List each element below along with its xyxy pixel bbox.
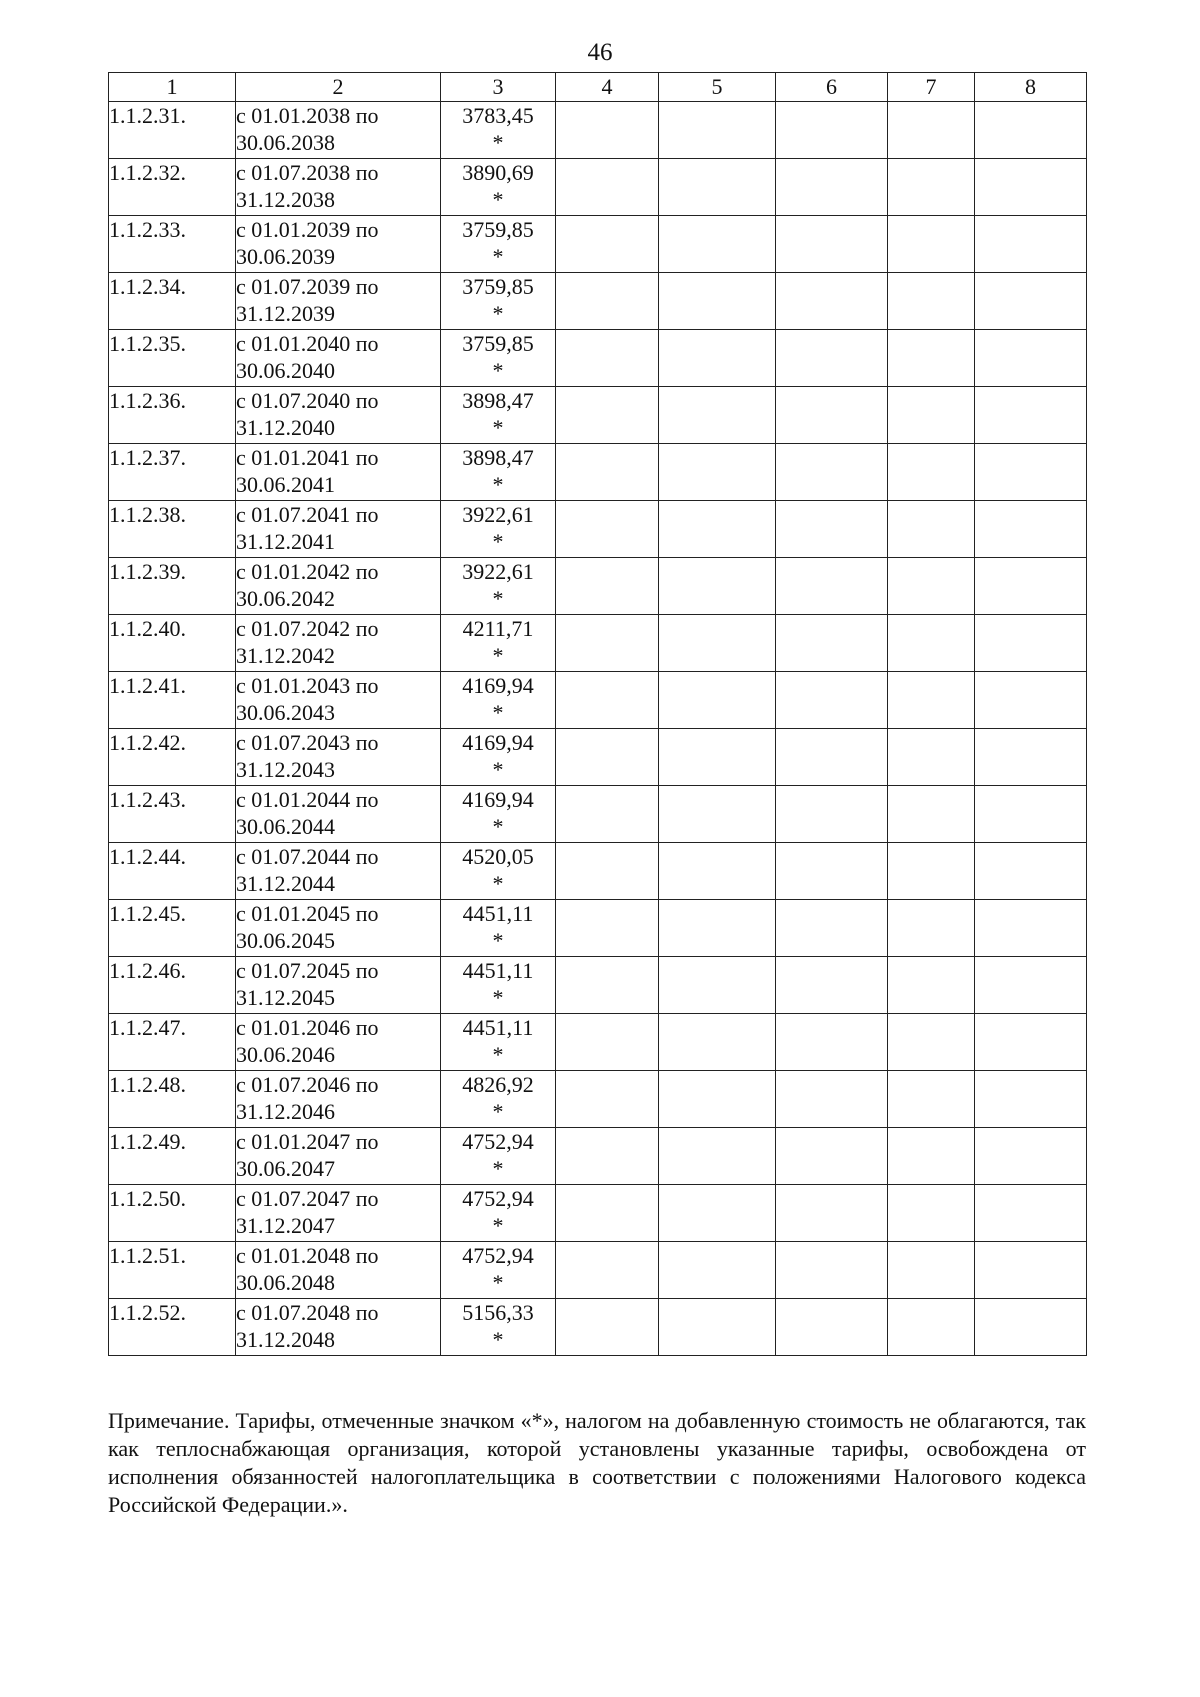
empty-cell-col-6 bbox=[776, 558, 888, 615]
tariff-cell bbox=[441, 900, 556, 957]
empty-cell-col-8 bbox=[975, 843, 1087, 900]
vat-exempt-mark: * bbox=[492, 187, 504, 212]
empty-cell-col-4 bbox=[556, 273, 659, 330]
tariff-cell bbox=[441, 444, 556, 501]
period-end-text: 31.12.2045 bbox=[236, 985, 335, 1010]
vat-exempt-mark: * bbox=[492, 244, 504, 269]
table-row bbox=[109, 900, 1087, 957]
empty-cell-col-7 bbox=[888, 957, 975, 1014]
period-start-text: с 01.01.2039 по bbox=[236, 217, 379, 242]
tariff-cell bbox=[441, 1014, 556, 1071]
tariff-cell bbox=[441, 786, 556, 843]
tariff-cell bbox=[441, 102, 556, 159]
period-start-text: с 01.07.2039 по bbox=[236, 274, 379, 299]
empty-cell-col-4 bbox=[556, 1128, 659, 1185]
table-row bbox=[109, 273, 1087, 330]
empty-cell-col-5 bbox=[659, 387, 776, 444]
empty-cell-col-4 bbox=[556, 444, 659, 501]
tariff-value: 4826,92 bbox=[462, 1072, 534, 1097]
tariff-cell bbox=[441, 1128, 556, 1185]
period-end-text: 30.06.2043 bbox=[236, 700, 335, 725]
tariff-cell bbox=[441, 1242, 556, 1299]
period-start-text: с 01.01.2046 по bbox=[236, 1015, 379, 1040]
empty-cell-col-5 bbox=[659, 102, 776, 159]
tariff-value: 4451,11 bbox=[462, 901, 534, 926]
vat-exempt-mark: * bbox=[492, 985, 504, 1010]
vat-exempt-mark: * bbox=[492, 871, 504, 896]
column-header: 5 bbox=[659, 73, 776, 102]
empty-cell-col-8 bbox=[975, 159, 1087, 216]
period-cell bbox=[236, 843, 441, 900]
tariff-cell bbox=[441, 843, 556, 900]
period-end-text: 31.12.2046 bbox=[236, 1099, 335, 1124]
vat-exempt-mark: * bbox=[492, 1099, 504, 1124]
empty-cell-col-4 bbox=[556, 330, 659, 387]
period-end-text: 31.12.2039 bbox=[236, 301, 335, 326]
empty-cell-col-6 bbox=[776, 387, 888, 444]
empty-cell-col-4 bbox=[556, 159, 659, 216]
row-number-cell: 1.1.2.42. bbox=[109, 729, 236, 786]
empty-cell-col-8 bbox=[975, 273, 1087, 330]
empty-cell-col-5 bbox=[659, 1185, 776, 1242]
tariff-cell bbox=[441, 216, 556, 273]
row-number-cell: 1.1.2.37. bbox=[109, 444, 236, 501]
empty-cell-col-5 bbox=[659, 1128, 776, 1185]
period-cell bbox=[236, 1185, 441, 1242]
period-end-text: 30.06.2038 bbox=[236, 130, 335, 155]
table-row bbox=[109, 444, 1087, 501]
period-cell bbox=[236, 1242, 441, 1299]
vat-exempt-mark: * bbox=[492, 301, 504, 326]
empty-cell-col-7 bbox=[888, 1185, 975, 1242]
empty-cell-col-5 bbox=[659, 216, 776, 273]
table-row bbox=[109, 843, 1087, 900]
empty-cell-col-4 bbox=[556, 615, 659, 672]
empty-cell-col-4 bbox=[556, 672, 659, 729]
empty-cell-col-5 bbox=[659, 558, 776, 615]
column-header: 3 bbox=[441, 73, 556, 102]
row-number-cell: 1.1.2.36. bbox=[109, 387, 236, 444]
table-row bbox=[109, 1242, 1087, 1299]
period-start-text: с 01.07.2045 по bbox=[236, 958, 379, 983]
empty-cell-col-4 bbox=[556, 1185, 659, 1242]
empty-cell-col-6 bbox=[776, 102, 888, 159]
period-end-text: 30.06.2041 bbox=[236, 472, 335, 497]
empty-cell-col-6 bbox=[776, 1242, 888, 1299]
tariff-value: 3922,61 bbox=[462, 559, 534, 584]
tariff-value: 4451,11 bbox=[462, 958, 534, 983]
empty-cell-col-7 bbox=[888, 216, 975, 273]
empty-cell-col-6 bbox=[776, 1128, 888, 1185]
table-row bbox=[109, 672, 1087, 729]
period-end-text: 30.06.2047 bbox=[236, 1156, 335, 1181]
period-start-text: с 01.01.2048 по bbox=[236, 1243, 379, 1268]
period-cell bbox=[236, 558, 441, 615]
empty-cell-col-7 bbox=[888, 1299, 975, 1356]
period-start-text: с 01.01.2038 по bbox=[236, 103, 379, 128]
empty-cell-col-8 bbox=[975, 102, 1087, 159]
tariff-value: 4520,05 bbox=[462, 844, 534, 869]
period-cell bbox=[236, 957, 441, 1014]
vat-exempt-mark: * bbox=[492, 928, 504, 953]
period-start-text: с 01.01.2044 по bbox=[236, 787, 379, 812]
period-start-text: с 01.07.2041 по bbox=[236, 502, 379, 527]
period-end-text: 31.12.2043 bbox=[236, 757, 335, 782]
tariff-value: 5156,33 bbox=[462, 1300, 534, 1325]
empty-cell-col-8 bbox=[975, 330, 1087, 387]
empty-cell-col-6 bbox=[776, 786, 888, 843]
period-cell bbox=[236, 273, 441, 330]
period-cell bbox=[236, 501, 441, 558]
empty-cell-col-5 bbox=[659, 444, 776, 501]
period-end-text: 30.06.2045 bbox=[236, 928, 335, 953]
vat-exempt-mark: * bbox=[492, 643, 504, 668]
tariff-cell bbox=[441, 615, 556, 672]
tariff-cell bbox=[441, 330, 556, 387]
empty-cell-col-5 bbox=[659, 273, 776, 330]
empty-cell-col-6 bbox=[776, 615, 888, 672]
period-cell bbox=[236, 102, 441, 159]
empty-cell-col-4 bbox=[556, 1299, 659, 1356]
row-number-cell: 1.1.2.40. bbox=[109, 615, 236, 672]
empty-cell-col-4 bbox=[556, 786, 659, 843]
tariff-value: 3759,85 bbox=[462, 331, 534, 356]
period-end-text: 30.06.2040 bbox=[236, 358, 335, 383]
tariff-cell bbox=[441, 729, 556, 786]
empty-cell-col-7 bbox=[888, 444, 975, 501]
row-number-cell: 1.1.2.34. bbox=[109, 273, 236, 330]
empty-cell-col-8 bbox=[975, 957, 1087, 1014]
empty-cell-col-6 bbox=[776, 957, 888, 1014]
table-row bbox=[109, 729, 1087, 786]
period-start-text: с 01.07.2047 по bbox=[236, 1186, 379, 1211]
period-start-text: с 01.01.2042 по bbox=[236, 559, 379, 584]
period-end-text: 31.12.2038 bbox=[236, 187, 335, 212]
tariff-value: 4752,94 bbox=[462, 1129, 534, 1154]
row-number-cell: 1.1.2.43. bbox=[109, 786, 236, 843]
table-row bbox=[109, 501, 1087, 558]
tariff-cell bbox=[441, 672, 556, 729]
row-number-cell: 1.1.2.51. bbox=[109, 1242, 236, 1299]
table-row bbox=[109, 102, 1087, 159]
empty-cell-col-7 bbox=[888, 1242, 975, 1299]
empty-cell-col-7 bbox=[888, 1014, 975, 1071]
vat-exempt-mark: * bbox=[492, 814, 504, 839]
period-cell bbox=[236, 159, 441, 216]
period-end-text: 30.06.2039 bbox=[236, 244, 335, 269]
empty-cell-col-7 bbox=[888, 330, 975, 387]
tariff-value: 4752,94 bbox=[462, 1243, 534, 1268]
vat-exempt-mark: * bbox=[492, 1156, 504, 1181]
table-note: Примечание. Тарифы, отмеченные значком «*», налогом на добавленную стоимость не облагаются, так как теплоснабжающая организация, которой установлены указанные тарифы, освобождена от исполнения обязанностей налогоплательщика в соответствии с положениями Налогового кодекса Российской Федерации.». bbox=[108, 1408, 1086, 1517]
empty-cell-col-6 bbox=[776, 672, 888, 729]
empty-cell-col-6 bbox=[776, 1299, 888, 1356]
period-cell bbox=[236, 1299, 441, 1356]
period-end-text: 30.06.2046 bbox=[236, 1042, 335, 1067]
vat-exempt-mark: * bbox=[492, 700, 504, 725]
tariff-value: 3783,45 bbox=[462, 103, 534, 128]
row-number-cell: 1.1.2.32. bbox=[109, 159, 236, 216]
empty-cell-col-7 bbox=[888, 843, 975, 900]
empty-cell-col-6 bbox=[776, 1071, 888, 1128]
page-number: 46 bbox=[587, 39, 613, 66]
row-number-cell: 1.1.2.41. bbox=[109, 672, 236, 729]
vat-exempt-mark: * bbox=[492, 472, 504, 497]
vat-exempt-mark: * bbox=[492, 415, 504, 440]
tariff-value: 4211,71 bbox=[462, 616, 534, 641]
period-end-text: 31.12.2041 bbox=[236, 529, 335, 554]
tariff-value: 3759,85 bbox=[462, 217, 534, 242]
empty-cell-col-6 bbox=[776, 501, 888, 558]
empty-cell-col-5 bbox=[659, 957, 776, 1014]
vat-exempt-mark: * bbox=[492, 757, 504, 782]
column-header: 4 bbox=[556, 73, 659, 102]
tariff-value: 4451,11 bbox=[462, 1015, 534, 1040]
period-cell bbox=[236, 615, 441, 672]
empty-cell-col-7 bbox=[888, 1128, 975, 1185]
empty-cell-col-7 bbox=[888, 672, 975, 729]
empty-cell-col-4 bbox=[556, 729, 659, 786]
period-cell bbox=[236, 1071, 441, 1128]
tariff-cell bbox=[441, 1185, 556, 1242]
empty-cell-col-7 bbox=[888, 558, 975, 615]
row-number-cell: 1.1.2.49. bbox=[109, 1128, 236, 1185]
vat-exempt-mark: * bbox=[492, 586, 504, 611]
period-start-text: с 01.01.2040 по bbox=[236, 331, 379, 356]
column-header: 7 bbox=[888, 73, 975, 102]
period-cell bbox=[236, 729, 441, 786]
empty-cell-col-6 bbox=[776, 843, 888, 900]
row-number-cell: 1.1.2.31. bbox=[109, 102, 236, 159]
empty-cell-col-8 bbox=[975, 444, 1087, 501]
empty-cell-col-8 bbox=[975, 1185, 1087, 1242]
period-cell bbox=[236, 330, 441, 387]
period-end-text: 31.12.2040 bbox=[236, 415, 335, 440]
empty-cell-col-8 bbox=[975, 900, 1087, 957]
tariff-value: 3759,85 bbox=[462, 274, 534, 299]
empty-cell-col-7 bbox=[888, 273, 975, 330]
empty-cell-col-7 bbox=[888, 615, 975, 672]
column-header: 2 bbox=[236, 73, 441, 102]
empty-cell-col-6 bbox=[776, 273, 888, 330]
column-header: 8 bbox=[975, 73, 1087, 102]
row-number-cell: 1.1.2.50. bbox=[109, 1185, 236, 1242]
row-number-cell: 1.1.2.44. bbox=[109, 843, 236, 900]
period-cell bbox=[236, 216, 441, 273]
tariff-value: 4169,94 bbox=[462, 730, 534, 755]
period-end-text: 31.12.2047 bbox=[236, 1213, 335, 1238]
empty-cell-col-8 bbox=[975, 216, 1087, 273]
empty-cell-col-8 bbox=[975, 387, 1087, 444]
period-end-text: 30.06.2048 bbox=[236, 1270, 335, 1295]
vat-exempt-mark: * bbox=[492, 529, 504, 554]
tariff-value: 3922,61 bbox=[462, 502, 534, 527]
empty-cell-col-7 bbox=[888, 729, 975, 786]
empty-cell-col-8 bbox=[975, 1071, 1087, 1128]
tariff-cell bbox=[441, 387, 556, 444]
period-cell bbox=[236, 900, 441, 957]
empty-cell-col-8 bbox=[975, 672, 1087, 729]
empty-cell-col-8 bbox=[975, 615, 1087, 672]
period-start-text: с 01.07.2040 по bbox=[236, 388, 379, 413]
vat-exempt-mark: * bbox=[492, 1270, 504, 1295]
tariff-value: 4169,94 bbox=[462, 673, 534, 698]
table-row bbox=[109, 216, 1087, 273]
empty-cell-col-6 bbox=[776, 900, 888, 957]
empty-cell-col-8 bbox=[975, 1299, 1087, 1356]
table-row bbox=[109, 159, 1087, 216]
empty-cell-col-7 bbox=[888, 786, 975, 843]
empty-cell-col-4 bbox=[556, 558, 659, 615]
tariff-cell bbox=[441, 1071, 556, 1128]
empty-cell-col-6 bbox=[776, 159, 888, 216]
empty-cell-col-5 bbox=[659, 501, 776, 558]
row-number-cell: 1.1.2.38. bbox=[109, 501, 236, 558]
empty-cell-col-6 bbox=[776, 216, 888, 273]
table-row bbox=[109, 957, 1087, 1014]
table-row bbox=[109, 1185, 1087, 1242]
period-start-text: с 01.01.2045 по bbox=[236, 901, 379, 926]
empty-cell-col-6 bbox=[776, 330, 888, 387]
empty-cell-col-4 bbox=[556, 102, 659, 159]
period-end-text: 31.12.2042 bbox=[236, 643, 335, 668]
tariff-cell bbox=[441, 1299, 556, 1356]
table-row bbox=[109, 1071, 1087, 1128]
period-start-text: с 01.01.2043 по bbox=[236, 673, 379, 698]
empty-cell-col-4 bbox=[556, 216, 659, 273]
empty-cell-col-4 bbox=[556, 957, 659, 1014]
table-row bbox=[109, 1014, 1087, 1071]
empty-cell-col-5 bbox=[659, 1299, 776, 1356]
empty-cell-col-7 bbox=[888, 501, 975, 558]
table-row bbox=[109, 387, 1087, 444]
row-number-cell: 1.1.2.33. bbox=[109, 216, 236, 273]
empty-cell-col-7 bbox=[888, 102, 975, 159]
period-start-text: с 01.01.2047 по bbox=[236, 1129, 379, 1154]
period-cell bbox=[236, 387, 441, 444]
empty-cell-col-5 bbox=[659, 786, 776, 843]
empty-cell-col-6 bbox=[776, 729, 888, 786]
empty-cell-col-7 bbox=[888, 1071, 975, 1128]
column-header: 1 bbox=[109, 73, 236, 102]
period-cell bbox=[236, 1014, 441, 1071]
period-end-text: 31.12.2048 bbox=[236, 1327, 335, 1352]
period-end-text: 30.06.2044 bbox=[236, 814, 335, 839]
row-number-cell: 1.1.2.47. bbox=[109, 1014, 236, 1071]
period-start-text: с 01.07.2042 по bbox=[236, 616, 379, 641]
vat-exempt-mark: * bbox=[492, 1213, 504, 1238]
period-cell bbox=[236, 444, 441, 501]
period-end-text: 31.12.2044 bbox=[236, 871, 335, 896]
empty-cell-col-4 bbox=[556, 387, 659, 444]
empty-cell-col-8 bbox=[975, 1014, 1087, 1071]
row-number-cell: 1.1.2.35. bbox=[109, 330, 236, 387]
empty-cell-col-5 bbox=[659, 843, 776, 900]
table-row bbox=[109, 1299, 1087, 1356]
empty-cell-col-4 bbox=[556, 843, 659, 900]
period-cell bbox=[236, 786, 441, 843]
row-number-cell: 1.1.2.39. bbox=[109, 558, 236, 615]
period-cell bbox=[236, 1128, 441, 1185]
table-row bbox=[109, 615, 1087, 672]
tariff-value: 4752,94 bbox=[462, 1186, 534, 1211]
empty-cell-col-8 bbox=[975, 786, 1087, 843]
empty-cell-col-7 bbox=[888, 387, 975, 444]
tariff-value: 3898,47 bbox=[462, 445, 534, 470]
empty-cell-col-4 bbox=[556, 1071, 659, 1128]
period-cell bbox=[236, 672, 441, 729]
empty-cell-col-8 bbox=[975, 558, 1087, 615]
empty-cell-col-5 bbox=[659, 330, 776, 387]
table-header-row bbox=[109, 73, 1087, 102]
period-start-text: с 01.07.2044 по bbox=[236, 844, 379, 869]
period-start-text: с 01.07.2043 по bbox=[236, 730, 379, 755]
empty-cell-col-6 bbox=[776, 1014, 888, 1071]
empty-cell-col-4 bbox=[556, 501, 659, 558]
empty-cell-col-5 bbox=[659, 1071, 776, 1128]
row-number-cell: 1.1.2.46. bbox=[109, 957, 236, 1014]
empty-cell-col-4 bbox=[556, 1242, 659, 1299]
tariff-cell bbox=[441, 501, 556, 558]
row-number-cell: 1.1.2.52. bbox=[109, 1299, 236, 1356]
empty-cell-col-6 bbox=[776, 1185, 888, 1242]
table-row bbox=[109, 786, 1087, 843]
empty-cell-col-7 bbox=[888, 900, 975, 957]
tariff-value: 3898,47 bbox=[462, 388, 534, 413]
period-start-text: с 01.01.2041 по bbox=[236, 445, 379, 470]
empty-cell-col-4 bbox=[556, 900, 659, 957]
vat-exempt-mark: * bbox=[492, 1042, 504, 1067]
empty-cell-col-8 bbox=[975, 729, 1087, 786]
empty-cell-col-5 bbox=[659, 1014, 776, 1071]
period-start-text: с 01.07.2046 по bbox=[236, 1072, 379, 1097]
tariff-cell bbox=[441, 957, 556, 1014]
row-number-cell: 1.1.2.45. bbox=[109, 900, 236, 957]
tariff-value: 4169,94 bbox=[462, 787, 534, 812]
period-start-text: с 01.07.2048 по bbox=[236, 1300, 379, 1325]
empty-cell-col-4 bbox=[556, 1014, 659, 1071]
column-header: 6 bbox=[776, 73, 888, 102]
empty-cell-col-8 bbox=[975, 501, 1087, 558]
empty-cell-col-5 bbox=[659, 615, 776, 672]
empty-cell-col-8 bbox=[975, 1128, 1087, 1185]
vat-exempt-mark: * bbox=[492, 1327, 504, 1352]
empty-cell-col-5 bbox=[659, 729, 776, 786]
table-row bbox=[109, 1128, 1087, 1185]
tariff-cell bbox=[441, 159, 556, 216]
empty-cell-col-5 bbox=[659, 672, 776, 729]
tariff-value: 3890,69 bbox=[462, 160, 534, 185]
empty-cell-col-7 bbox=[888, 159, 975, 216]
empty-cell-col-5 bbox=[659, 1242, 776, 1299]
row-number-cell: 1.1.2.48. bbox=[109, 1071, 236, 1128]
empty-cell-col-5 bbox=[659, 159, 776, 216]
vat-exempt-mark: * bbox=[492, 358, 504, 383]
tariff-cell bbox=[441, 273, 556, 330]
empty-cell-col-6 bbox=[776, 444, 888, 501]
empty-cell-col-8 bbox=[975, 1242, 1087, 1299]
table-row bbox=[109, 330, 1087, 387]
empty-cell-col-5 bbox=[659, 900, 776, 957]
period-end-text: 30.06.2042 bbox=[236, 586, 335, 611]
period-start-text: с 01.07.2038 по bbox=[236, 160, 379, 185]
tariff-cell bbox=[441, 558, 556, 615]
table-row bbox=[109, 558, 1087, 615]
vat-exempt-mark: * bbox=[492, 130, 504, 155]
tariff-table bbox=[108, 72, 1087, 1356]
